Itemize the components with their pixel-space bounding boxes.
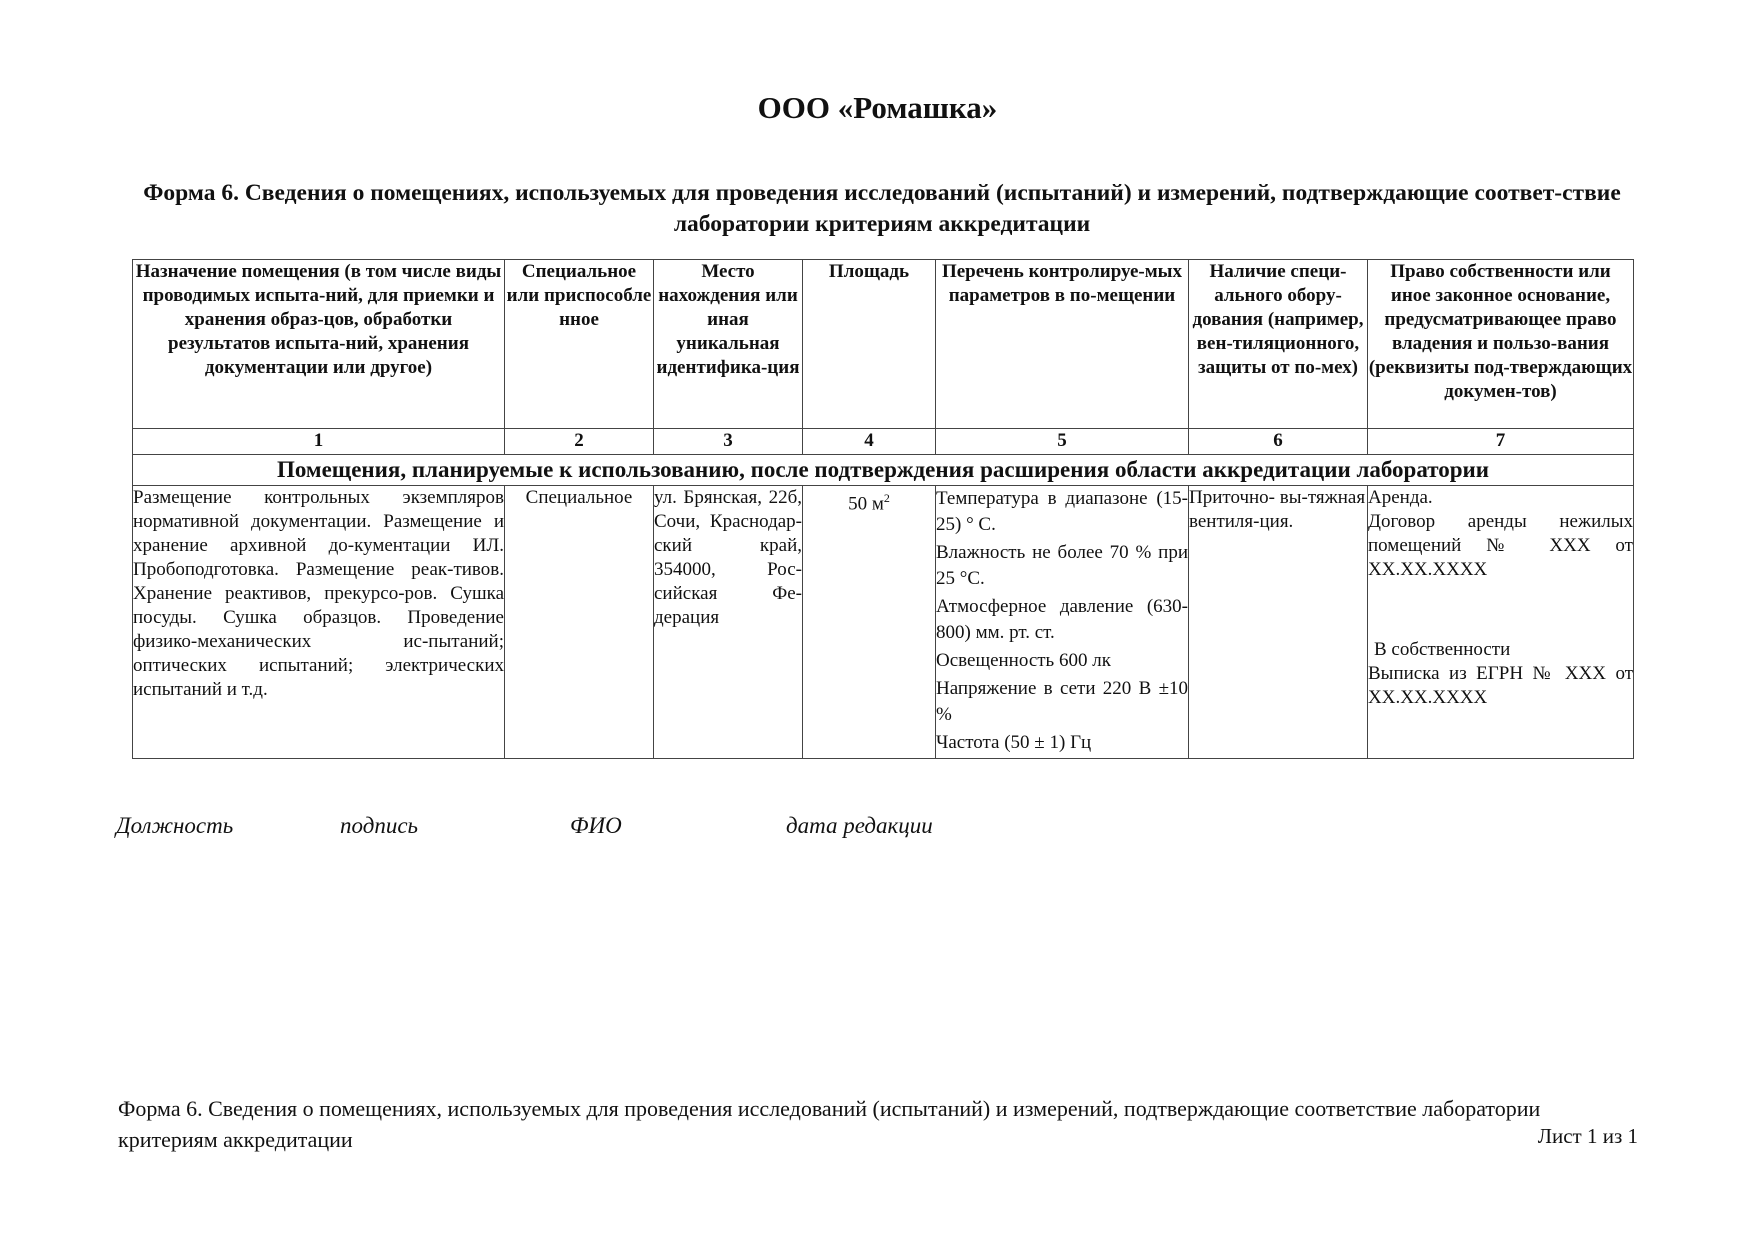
column-number: 2 xyxy=(505,429,654,455)
header-location: Место нахождения или иная уникальная идентифика-ция xyxy=(654,260,803,429)
premises-table xyxy=(132,259,1634,759)
cell-area xyxy=(803,486,936,759)
page-number: Лист 1 из 1 xyxy=(1537,1124,1638,1148)
header-equipment: Наличие специ-ального обору-дования (например, вен-тиляционного, защиты от по-мех) xyxy=(1189,260,1368,429)
form-title: Форма 6. Сведения о помещениях, используемых для проведения исследований (испытаний) и измерений, подтверждающие соответ-ствие лаборатории критериям аккредитации xyxy=(143,180,1621,237)
ownership-line: Аренда. xyxy=(1368,487,1433,508)
column-number: 1 xyxy=(133,429,505,455)
header-purpose: Назначение помещения (в том числе виды проводимых испыта-ний, для приемки и хранения образ-цов, обработки результатов испыта-ний, хранения документации или другое) xyxy=(133,260,505,429)
parameter-item: Напряжение в сети 220 В ±10 % xyxy=(936,678,1188,725)
signature-date: дата редакции xyxy=(786,813,933,838)
signature-name: ФИО xyxy=(570,813,622,838)
ownership-line: В собственности xyxy=(1374,639,1511,660)
column-number: 6 xyxy=(1189,429,1368,455)
parameter-item: Атмосферное давление (630-800) мм. рт. ст. xyxy=(936,596,1188,643)
ownership-line: Выписка из ЕГРН № ХХХ от ХХ.ХХ.ХХХХ xyxy=(1368,663,1633,708)
ownership-line: Договор аренды нежилых помещений № ХХХ от ХХ.ХХ.ХХХХ xyxy=(1368,511,1633,580)
footer-text: Форма 6. Сведения о помещениях, используемых для проведения исследований (испытаний) и измерений, подтверждающие соответствие лаборатории критериям аккредитации xyxy=(118,1096,1541,1152)
parameter-item: Освещенность 600 лк xyxy=(936,650,1111,671)
cell-equipment: Приточно- вы-тяжная вентиля-ция. xyxy=(1189,486,1368,759)
column-number: 3 xyxy=(654,429,803,455)
cell-ownership xyxy=(1368,486,1634,759)
parameter-item: Температура в диапазоне (15-25) ° С. xyxy=(936,488,1188,535)
column-number: 7 xyxy=(1368,429,1634,455)
table-header-row xyxy=(133,260,1634,429)
header-ownership: Право собственности или иное законное основание, предусматривающее право владения и пользо-вания (реквизиты под-тверждающих докумен-тов) xyxy=(1368,260,1634,429)
section-row xyxy=(133,455,1634,486)
column-number: 4 xyxy=(803,429,936,455)
column-number-row xyxy=(133,429,1634,455)
parameter-item: Влажность не более 70 % при 25 °С. xyxy=(936,542,1188,589)
table-row xyxy=(133,486,1634,759)
header-area: Площадь xyxy=(803,260,936,429)
area-value: 50 м xyxy=(848,493,884,515)
section-title: Помещения, планируемые к использованию, после подтверждения расширения области аккредитации лаборатории xyxy=(133,455,1634,486)
header-parameters: Перечень контролируе-мых параметров в по-мещении xyxy=(936,260,1189,429)
ownership-spacer xyxy=(1368,582,1633,638)
area-superscript: 2 xyxy=(883,491,890,505)
column-number: 5 xyxy=(936,429,1189,455)
cell-parameters xyxy=(936,486,1189,759)
header-type: Специальное или приспособле нное xyxy=(505,260,654,429)
signature-position: Должность xyxy=(116,813,234,838)
cell-location: ул. Брянская, 22б, Сочи, Краснодар-ский край, 354000, Рос-сийская Фе-дерация xyxy=(654,486,803,759)
cell-purpose: Размещение контрольных экземпляров нормативной документации. Размещение и хранение архивной до-кументации ИЛ. Пробоподготовка. Размещение реак-тивов. Хранение реактивов, прекурсо-ров. Сушка посуды. Сушка образцов. Проведение физико-механических ис-пытаний; оптических испытаний; электрических испытаний и т.д. xyxy=(133,486,505,759)
parameter-item: Частота (50 ± 1) Гц xyxy=(936,732,1092,753)
signature-sign: подпись xyxy=(340,813,419,838)
cell-type: Специальное xyxy=(505,486,654,759)
organization-title: ООО «Ромашка» xyxy=(757,90,998,125)
